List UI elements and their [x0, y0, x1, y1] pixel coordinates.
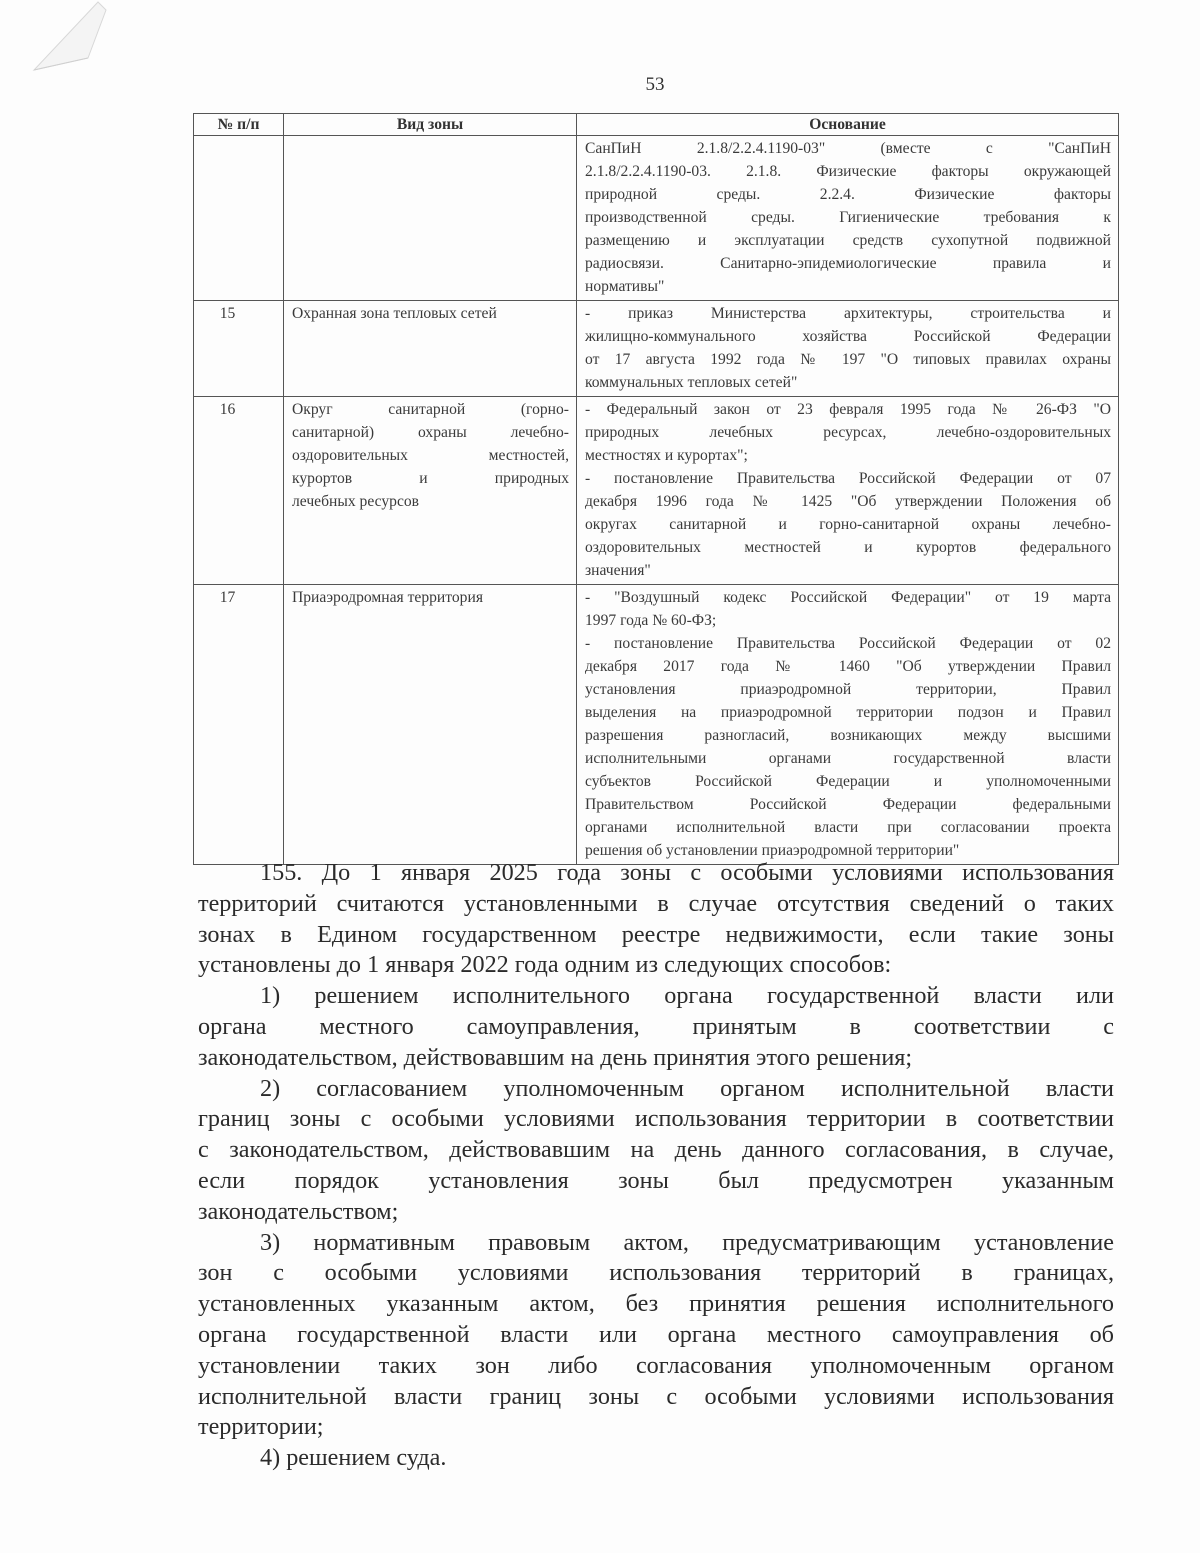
paragraph-line: установлении таких зон либо согласования уполномоченным органом — [198, 1351, 1114, 1379]
zone-type-line: Приаэродромная территория — [292, 589, 483, 606]
zone-type-line: лечебных ресурсов — [292, 493, 420, 510]
body-text — [198, 858, 1114, 1474]
header-zone-type: Вид зоны — [284, 114, 577, 136]
basis-line: 1997 года № 60-ФЗ; — [585, 612, 717, 629]
paragraph — [198, 1228, 1114, 1444]
basis-cell — [577, 585, 1119, 865]
table-row — [194, 301, 1119, 397]
table-row — [194, 136, 1119, 301]
table-header-row — [194, 114, 1119, 136]
paragraph-line: зонах в Едином государственном реестре недвижимости, если такие зоны — [198, 920, 1114, 948]
paragraph-line: законодательством; — [198, 1197, 399, 1225]
basis-line: СанПиН 2.1.8/2.2.4.1190-03" (вместе с "СанПиН — [585, 140, 1111, 157]
basis-line: декабря 2017 года № 1460 "Об утверждении Правил — [585, 658, 1111, 675]
paragraph-line: территории; — [198, 1413, 324, 1441]
row-number: 17 — [194, 585, 284, 865]
paragraph-line: органа государственной власти или органа местного самоуправления об — [198, 1320, 1114, 1348]
paragraph-line: зон с особыми условиями использования территорий в границах, — [198, 1259, 1114, 1287]
page-number: 53 — [645, 74, 665, 95]
paragraph-line: законодательством, действовавшим на день принятия этого решения; — [198, 1043, 913, 1071]
basis-line: декабря 1996 года № 1425 "Об утверждении Положения об — [585, 493, 1111, 510]
basis-line: разрешения разногласий, возникающих между высшими — [585, 727, 1111, 744]
basis-line: установления приаэродромной территории, Правил — [585, 681, 1111, 698]
basis-cell — [577, 301, 1119, 397]
basis-line: природных лечебных ресурсах, лечебно-оздоровительных — [585, 424, 1111, 441]
table-row — [194, 585, 1119, 865]
basis-line: размещению и эксплуатации средств сухопутной подвижной — [585, 232, 1111, 249]
zone-type-cell — [284, 585, 577, 865]
basis-line: нормативы" — [585, 278, 665, 295]
basis-line: - приказ Министерства архитектуры, строительства и — [585, 305, 1111, 322]
paragraph-line: органа местного самоуправления, принятым в соответствии с — [198, 1012, 1114, 1040]
zone-type-line: курортов и природных — [292, 470, 569, 487]
zone-type-line: оздоровительных местностей, — [292, 447, 569, 464]
paragraph-line: исполнительной власти границ зоны с особыми условиями использования — [198, 1382, 1114, 1410]
paragraph-line: 155. До 1 января 2025 года зоны с особыми условиями использования — [260, 859, 1114, 886]
basis-line: производственной среды. Гигиенические требования к — [585, 209, 1111, 226]
basis-line: субъектов Российской Федерации и уполномоченными — [585, 773, 1111, 790]
basis-line: оздоровительных местностей и курортов федерального — [585, 539, 1111, 556]
header-number: № п/п — [194, 114, 284, 136]
basis-line: коммунальных тепловых сетей" — [585, 374, 798, 391]
paragraph-line: установлены до 1 января 2022 года одним из следующих способов: — [198, 951, 892, 979]
row-number — [194, 136, 284, 301]
basis-line: - постановление Правительства Российской Федерации от 02 — [585, 635, 1111, 652]
paragraph — [198, 1443, 1114, 1474]
paragraph — [198, 981, 1114, 1073]
paragraph-line: 1) решением исполнительного органа государственной власти или — [260, 982, 1114, 1010]
basis-line: - Федеральный закон от 23 февраля 1995 года № 26-ФЗ "О — [585, 401, 1111, 418]
page-fold-mark — [28, 0, 108, 78]
basis-line: - постановление Правительства Российской Федерации от 07 — [585, 470, 1111, 487]
header-basis: Основание — [577, 114, 1119, 136]
paragraph-line: 2) согласованием уполномоченным органом исполнительной власти — [260, 1074, 1114, 1102]
basis-line: решения об установлении приаэродромной территории" — [585, 842, 960, 859]
row-number: 15 — [194, 301, 284, 397]
basis-cell — [577, 397, 1119, 585]
basis-line: выделения на приаэродромной территории подзон и Правил — [585, 704, 1111, 721]
basis-line: жилищно-коммунального хозяйства Российской Федерации — [585, 328, 1111, 345]
paragraph-line: 4) решением суда. — [260, 1444, 447, 1472]
basis-line: радиосвязи. Санитарно-эпидемиологические правила и — [585, 255, 1111, 272]
table-body — [194, 136, 1119, 865]
basis-line: органами исполнительной власти при согласовании проекта — [585, 819, 1111, 836]
paragraph-line: с законодательством, действовавшим на день данного согласования, в случае, — [198, 1136, 1114, 1164]
zone-type-cell — [284, 301, 577, 397]
zones-table — [193, 113, 1119, 865]
paragraph — [198, 858, 1114, 981]
basis-line: от 17 августа 1992 года № 197 "О типовых правилах охраны — [585, 351, 1111, 368]
zone-type-cell — [284, 136, 577, 301]
row-number: 16 — [194, 397, 284, 585]
paragraph-line: если порядок установления зоны был предусмотрен указанным — [198, 1166, 1114, 1194]
basis-line: местностях и курортах"; — [585, 447, 748, 464]
basis-line: исполнительными органами государственной власти — [585, 750, 1111, 767]
basis-line: округах санитарной и горно-санитарной охраны лечебно- — [585, 516, 1111, 533]
paragraph-line: 3) нормативным правовым актом, предусматривающим установление — [260, 1228, 1114, 1256]
paragraph — [198, 1074, 1114, 1228]
basis-line: - "Воздушный кодекс Российской Федерации" от 19 марта — [585, 589, 1111, 606]
basis-line: значения" — [585, 562, 651, 579]
basis-line: 2.1.8/2.2.4.1190-03. 2.1.8. Физические факторы окружающей — [585, 163, 1111, 180]
basis-cell — [577, 136, 1119, 301]
basis-line: Правительством Российской Федерации федеральными — [585, 796, 1111, 813]
paragraph-line: границ зоны с особыми условиями использования территории в соответствии — [198, 1105, 1114, 1133]
table-row — [194, 397, 1119, 585]
paragraph-line: территорий считаются установленными в случае отсутствия сведений о таких — [198, 889, 1114, 917]
basis-line: природной среды. 2.2.4. Физические факторы — [585, 186, 1111, 203]
zone-type-line: санитарной) охраны лечебно- — [292, 424, 569, 441]
zone-type-cell — [284, 397, 577, 585]
zone-type-line: Охранная зона тепловых сетей — [292, 305, 497, 322]
paragraph-line: установленных указанным актом, без принятия решения исполнительного — [198, 1290, 1114, 1318]
zone-type-line: Округ санитарной (горно- — [292, 401, 569, 418]
